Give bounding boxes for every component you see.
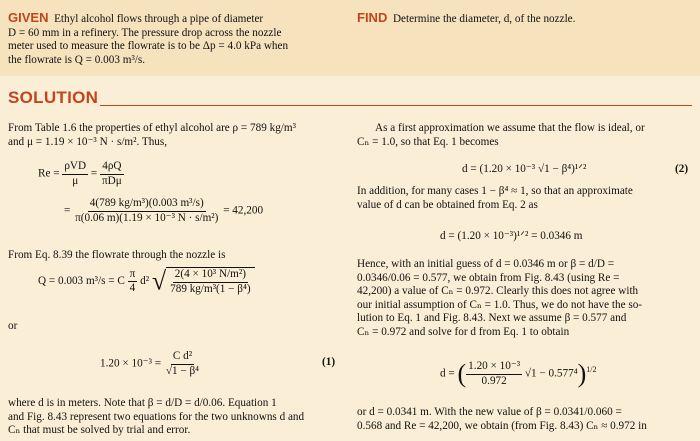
eq1-den: √1 − β⁴: [165, 364, 200, 377]
right-p3-line-4: our initial assumption of Cₙ = 1.0. Thus, we do not have the so-: [357, 298, 643, 311]
right-p3-line-3: 42,200) a value of Cₙ = 0.972. Clearly this does not agree with: [357, 285, 639, 298]
right-p4-line-2: 0.568 and Re = 42,200, we obtain (from Fig. 8.43) Cₙ ≈ 0.972 in: [357, 419, 647, 432]
right-p1-line-1: As a first approximation we assume that the flow is ideal, or: [375, 122, 645, 134]
left-intro-line-2: and μ = 1.19 × 10⁻³ N · s/m². Thus,: [8, 135, 168, 148]
q-lhs: Q = 0.003 m³/s = C: [38, 275, 125, 288]
q-pi-frac: [128, 268, 138, 296]
left-closing: [8, 397, 348, 438]
given-block: [8, 11, 343, 67]
right-p2-line-2: value of d can be obtained from Eq. 2 as: [357, 198, 538, 211]
re2-fraction: [73, 197, 220, 225]
eq1-number: (1): [322, 356, 336, 368]
right-p4: [357, 406, 692, 433]
solution-title: SOLUTION: [8, 88, 99, 107]
re2-result: = 42,200: [223, 204, 264, 217]
find-text: Determine the diameter, d, of the nozzle.: [392, 13, 576, 25]
eq1-num: C d²: [171, 350, 194, 365]
re2-den: π(0.06 m)(1.19 × 10⁻³ N · s/m²): [75, 211, 219, 224]
eq4-exp: 1/2: [586, 364, 597, 374]
find-block: [357, 11, 575, 27]
right-p2: [357, 185, 692, 212]
equation-4: [440, 360, 597, 388]
eq4-rad: √1 − 0.577⁴: [524, 367, 578, 380]
equation-2: d = (1.20 × 10⁻³ √1 − β⁴)¹ᐟ²: [462, 163, 587, 175]
eq4-lhs: d =: [440, 367, 455, 380]
right-p3-line-1: Hence, with an initial guess of d = 0.0346 m or β = d/D =: [357, 258, 615, 270]
sqrt-icon: √: [151, 266, 167, 296]
q-d2: d²: [140, 275, 150, 288]
re-fraction-1: [62, 160, 88, 188]
q-rad-frac: [166, 267, 254, 296]
left-closing-line-2: and Fig. 8.43 represent two equations for the two unknowns d and: [8, 410, 305, 423]
eq4-den: 0.972: [481, 374, 507, 387]
equation-3: d = (1.20 × 10⁻³)¹ᐟ² = 0.0346 m: [440, 230, 583, 242]
re-fraction-2: [100, 160, 124, 188]
re-f1-den: μ: [72, 174, 79, 187]
right-p3: [357, 258, 692, 340]
right-p1-line-2: Cₙ = 1.0, so that Eq. 1 becomes: [357, 135, 499, 148]
solution-rule: [100, 105, 692, 106]
left-closing-line-1: where d is in meters. Note that β = d/D = d/0.06. Equation 1: [8, 397, 277, 409]
re2-eq-sign: =: [64, 204, 71, 217]
re-f2-num: 4ρQ: [100, 160, 123, 175]
right-p4-line-1: or d = 0.0341 m. With the new value of β = 0.0341/0.060 =: [357, 406, 622, 418]
equation-1: [100, 350, 201, 378]
left-closing-line-3: Cₙ that must be solved by trial and error.: [8, 424, 191, 437]
re-eq-sign: =: [90, 167, 98, 180]
eq1-lhs: 1.20 × 10⁻³ =: [100, 357, 162, 370]
right-p2-line-1: In addition, for many cases 1 − β⁴ ≈ 1, so that an approximate: [357, 185, 633, 197]
reynolds-numeric: [64, 197, 263, 225]
given-line-2: D = 60 mm in a refinery. The pressure drop across the nozzle: [8, 26, 282, 39]
right-p3-line-6: Cₙ = 0.972 and solve for d from Eq. 1 to obtain: [357, 325, 570, 338]
eq4-frac: [466, 360, 522, 388]
right-p3-line-5: lution to Eq. 1 and Fig. 8.43. Next we assume β = 0.577 and: [357, 312, 627, 325]
eq2-number: (2): [675, 163, 689, 175]
right-p1: [357, 122, 692, 149]
eq4-num: 1.20 × 10⁻³: [466, 360, 522, 375]
re-lhs: Re =: [38, 167, 60, 180]
re-f1-num: ρVD: [62, 160, 88, 175]
right-p3-line-2: 0.0346/0.06 = 0.577, we obtain from Fig. 8.43 (using Re =: [357, 271, 620, 284]
q-pi-den: 4: [129, 282, 136, 295]
q-pi-num: π: [128, 268, 138, 283]
given-label: GIVEN: [8, 10, 49, 25]
find-label: FIND: [357, 10, 388, 25]
q-rad-num: 2(4 × 10³ N/m²): [173, 268, 248, 283]
q-rad-den: 789 kg/m³(1 − β⁴): [170, 282, 251, 295]
re2-num: 4(789 kg/m³)(0.003 m³/s): [88, 197, 206, 212]
eq1-frac: [164, 350, 201, 378]
left-intro-line-1: From Table 1.6 the properties of ethyl alcohol are ρ = 789 kg/m³: [8, 122, 296, 134]
left-paren-icon: (: [457, 359, 467, 389]
flowrate-text: From Eq. 8.39 the flowrate through the nozzle is: [8, 249, 226, 261]
given-line-4: the flowrate is Q = 0.003 m³/s.: [8, 53, 146, 66]
given-line-3: meter used to measure the flowrate is to be Δp = 4.0 kPa when: [8, 40, 289, 53]
re-f2-den: πDμ: [102, 174, 122, 187]
given-line-1: Ethyl alcohol flows through a pipe of diameter: [54, 13, 264, 25]
right-paren-icon: ): [577, 359, 587, 389]
left-intro: [8, 122, 348, 149]
reynolds-equation: [38, 160, 124, 188]
flowrate-equation: [38, 267, 255, 296]
or-label: or: [8, 320, 18, 332]
